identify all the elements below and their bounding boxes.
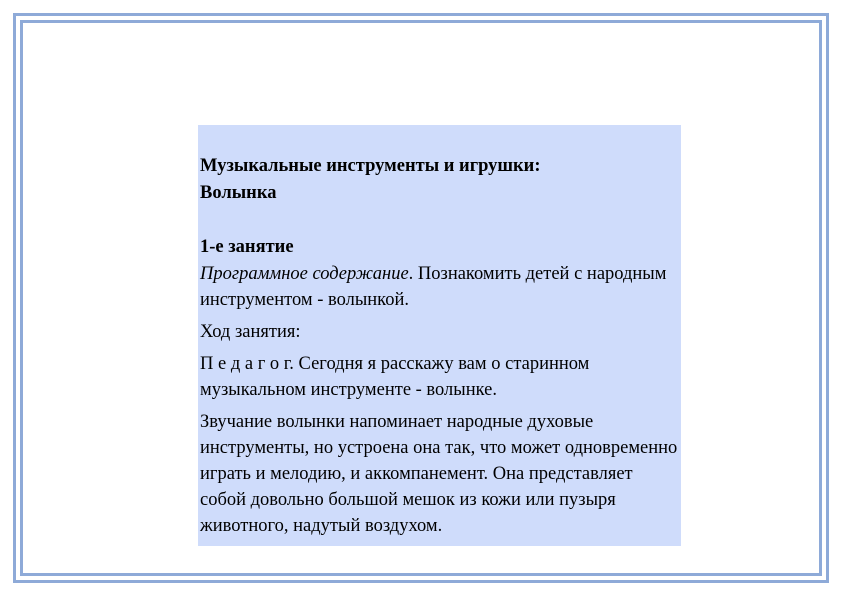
title-line-1: Музыкальные инструменты и игрушки: (200, 156, 541, 176)
program-text: . Познакомить детей с народным инструментом - волынкой. (200, 264, 667, 310)
course-label: Ход занятия: (200, 322, 301, 342)
description-paragraph: Звучание волынки напоминает народные духовые инструменты, но устроена она так, что может одновременно играть и мелодию, и аккомпанемент. Она представляет собой довольно большой мешок из кожи или пузыря животного, надутый воздухом. (200, 412, 678, 536)
program-label: Программное содержание (200, 264, 409, 284)
text-content-box (198, 125, 681, 546)
title-line-2: Волынка (200, 183, 277, 203)
document-title (200, 153, 679, 207)
lesson-heading: 1-е занятие (200, 237, 294, 257)
program-paragraph (200, 261, 679, 313)
teacher-speech: П е д а г о г. Сегодня я расскажу вам о старинном музыкальном инструменте - волынке. (200, 354, 590, 400)
